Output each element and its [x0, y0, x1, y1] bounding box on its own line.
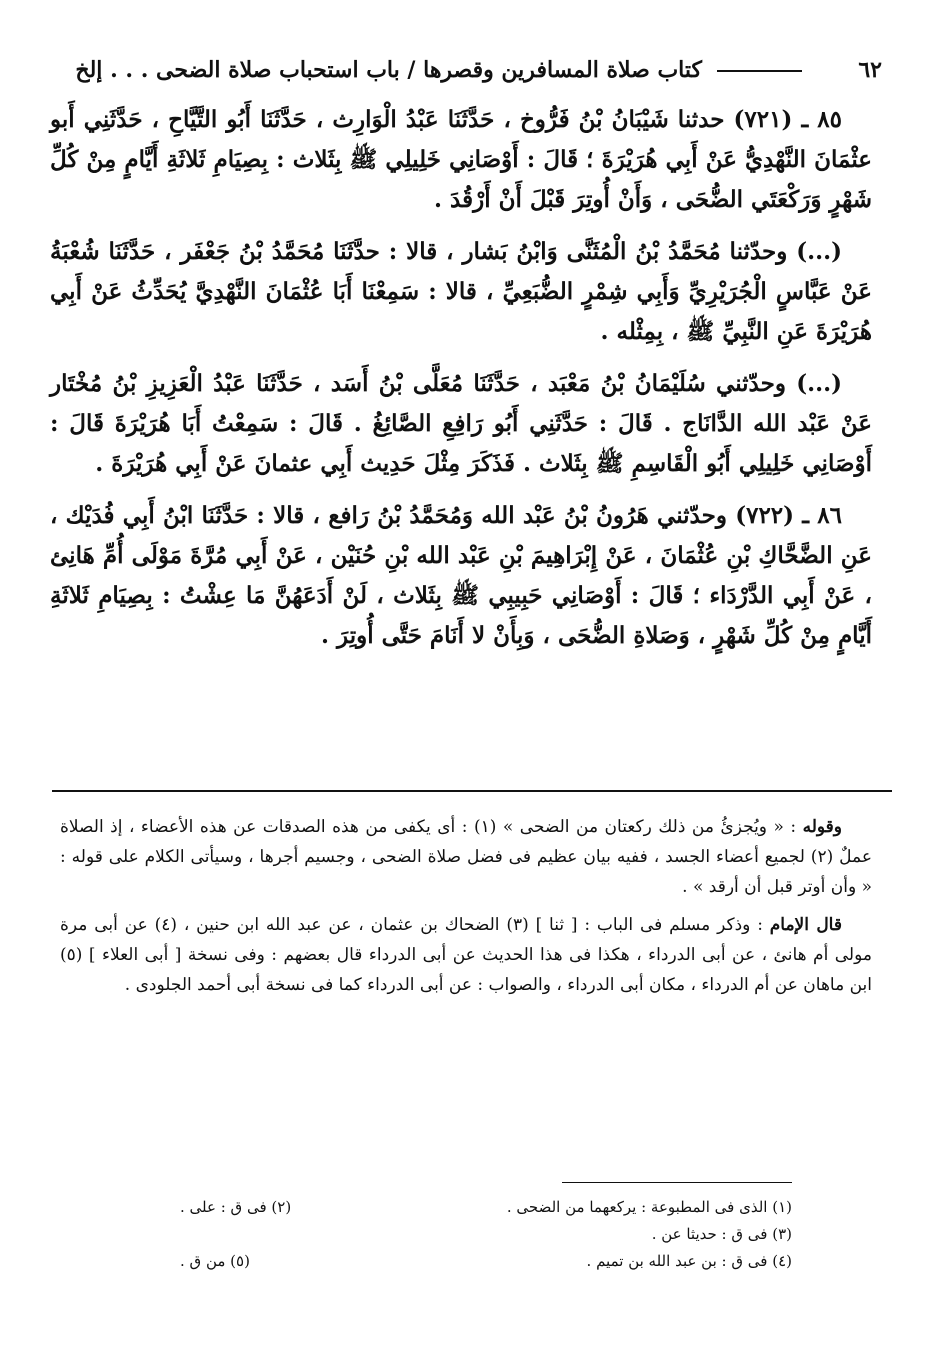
- hadith-paragraph-chain-2: (...) وحدّثنا مُحَمَّدُ بْنُ الْمُثَنَّى وَابْنُ بَشار ، قالا : حدَّثَنَا مُحَمَّدُ بْنُ جَعْفَر ، حَدَّثَنَا شُعْبَةُ عَنْ عَبَّاسٍ الْجُرَيْرِيِّ وَأَبِي شِمْرٍ الضُّبَعِيِّ ، قالا : سَمِعْنَا أَبَا عُثْمَانَ النَّهْدِيَّ يُحَدِّثُ عَنْ أَبِي هُرَيْرَةَ عَنِ النَّبِيِّ ﷺ ، بِمِثْله .: [50, 238, 872, 345]
- hadith-text: [50, 100, 872, 668]
- footnotes: [180, 1194, 792, 1275]
- running-title: كتاب صلاة المسافرين وقصرها / باب استحباب صلاة الضحى . . . إلخ: [75, 57, 702, 83]
- footnote-row: [180, 1194, 792, 1221]
- footnote-4: (٤) فى ق : بن عبد الله بن تميم .: [586, 1252, 792, 1270]
- commentary-text-1: : « ويُجزئُ من ذلك ركعتان من الضحى » (١) : أى يكفى من هذه الصدقات عن هذه الأعضاء ، إذ الصلاة عملٌ (٢) لجميع أعضاء الجسد ، ففيه بيان عظيم فى فضل صلاة الضحى ، وجسيم أجرها ، وسيأتى الكلام على قوله : « وأن أوتر قبل أن أرقد » .: [60, 817, 872, 897]
- header-rule: [717, 70, 802, 72]
- footnote-5: (٥) من ق .: [180, 1252, 250, 1270]
- commentary: [60, 812, 872, 1008]
- hadith-paragraph-chain-3: (...) وحدّثني سُلَيْمَانُ بْنُ مَعْبَد ، حَدَّثَنَا مُعَلَّى بْنُ أَسَد ، حَدَّثَنَا عَبْدُ الْعَزِيزِ بْنُ مُخْتَار عَنْ عَبْد الله الدَّانَاج . قَالَ : حَدَّثَنِي أَبُو رَافِعِ الصَّائِغُ . قَالَ : سَمِعْتُ أَبَا هُرَيْرَةَ قَالَ : أَوْصَانِي خَلِيلِي أَبُو الْقَاسِمِ ﷺ بِثَلاث . فَذَكَرَ مِثْلَ حَدِيث أَبِي عثمانَ عَنْ أَبِي هُرَيْرَةَ .: [50, 370, 872, 477]
- hadith-paragraph-86: ٨٦ ـ (٧٢٢) وحدّثني هَرُونُ بْنُ عَبْد الله وَمُحَمَّدُ بْنُ رَافع ، قالا : حَدَّثَنَا ابْنُ أَبِي فُدَيْك ، عَنِ الضَّحَّاكِ بْنِ عُثْمَانَ ، عَنْ إِبْرَاهِيمَ بْنِ عَبْد الله بْنِ حُنَيْن ، عَنْ أَبِي مُرَّةَ مَوْلَى أُمِّ هَانِئ ، عَنْ أَبِي الدَّرْدَاء ؛ قَالَ : أَوْصَانِي حَبِيبِي ﷺ بِثَلاث ، لَنْ أَدَعَهُنَّ مَا عِشْتُ : بِصِيَامِ ثَلاثَةِ أَيَّامٍ مِنْ كُلِّ شَهْرٍ ، وَصَلاةِ الضُّحَى ، وَبِأَنْ لا أَنَامَ حَتَّى أُوتِرَ .: [50, 502, 872, 649]
- commentary-paragraph-1: [60, 812, 872, 902]
- commentary-lead-2: قال الإمام: [769, 915, 842, 935]
- commentary-divider: [52, 790, 892, 792]
- commentary-paragraph-2: [60, 910, 872, 1000]
- footnote-row: [180, 1221, 792, 1248]
- commentary-lead-1: وقوله: [802, 817, 842, 837]
- footnotes-rule: [562, 1182, 792, 1183]
- footnote-row: [180, 1248, 792, 1275]
- commentary-text-2: : وذكر مسلم فى الباب : [ ثنا ] (٣) الضحاك بن عثمان ، عن عبد الله ابن حنين ، (٤) عن أبى مرة مولى أم هانئ ، عن أبى الدرداء ، هكذا فى هذا الحديث عن أبى الدرداء قال بعضهم : وفى نسخة [ أبى العلاء ] (٥) ابن ماهان عن أم الدرداء ، مكان أبى الدرداء ، والصواب : عن أبى الدرداء كما فى نسخة أبى أحمد الجلودى .: [60, 915, 872, 995]
- page-number: ٦٢: [858, 57, 882, 83]
- hadith-paragraph-85: ٨٥ ـ (٧٢١) حدثنا شَيْبَانُ بْنُ فَرُّوخ ، حَدَّثَنَا عَبْدُ الْوَارِث ، حَدَّثَنَا أَبُو التَّيَّاحِ ، حَدَّثَنِي أَبو عثْمَانَ النَّهْدِيُّ عَنْ أَبِي هُرَيْرَةَ ؛ قَالَ : أَوْصَانِي خَلِيلِي ﷺ بِثَلاث : بِصِيَامِ ثَلاثَةِ أَيَّامٍ مِنْ كُلِّ شَهْرٍ وَرَكْعَتَي الضُّحَى ، وَأَنْ أُوتِرَ قَبْلَ أَنْ أَرْقُدَ .: [50, 106, 873, 213]
- footnote-1: (١) الذى فى المطبوعة : يركعهما من الضحى .: [506, 1198, 792, 1216]
- page-header: [40, 52, 892, 88]
- footnote-2: (٢) فى ق : على .: [180, 1198, 292, 1216]
- footnote-3: (٣) فى ق : حديثا عن .: [651, 1225, 792, 1243]
